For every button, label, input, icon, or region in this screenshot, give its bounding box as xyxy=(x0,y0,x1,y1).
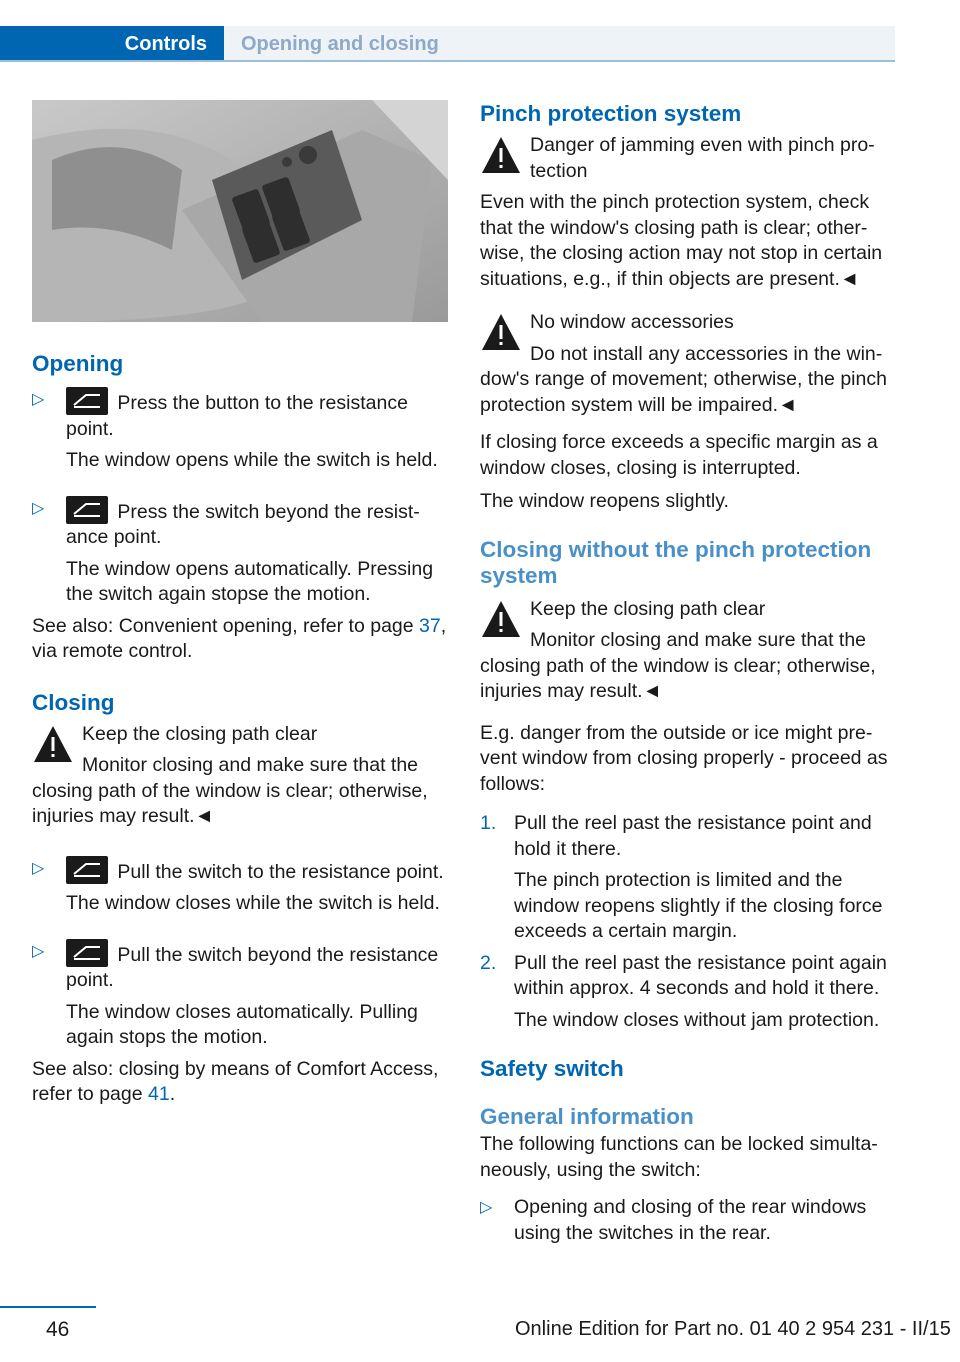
general-text: The following functions can be locked simulta‐neously, using the switch: xyxy=(480,1133,878,1181)
danger-text: E.g. danger from the outside or ice might pre‐vent window from closing properly - proceed as follows: xyxy=(480,721,888,795)
closing-heading: Closing xyxy=(32,689,115,715)
see-also-comfort-text: See also: closing by means of Comfort Access, refer to page xyxy=(32,1057,439,1105)
closing-warning-title: Keep the closing path clear xyxy=(82,722,318,745)
closing-item-2-text: Pull the switch beyond the resistance point. xyxy=(66,943,439,991)
step-1 xyxy=(480,811,896,945)
right-column xyxy=(480,100,896,1252)
edition-text: Online Edition for Part no. 01 40 2 954 231 - II/15 xyxy=(515,1318,951,1340)
warning-icon xyxy=(480,135,522,175)
warning-icon xyxy=(32,724,74,764)
window-switch-icon xyxy=(66,856,108,884)
step-2-number: 2. xyxy=(480,951,497,974)
chapter-label: Controls xyxy=(124,33,207,55)
pinch-warning xyxy=(480,133,896,292)
bullet-triangle-icon: ▷ xyxy=(32,859,45,877)
opening-heading: Opening xyxy=(32,351,124,376)
step-2-text: Pull the reel past the resistance point again within approx. 4 seconds and hold it there. xyxy=(514,951,887,999)
opening-item-1 xyxy=(32,387,448,474)
without-warning-body: Monitor closing and make sure that the closing path of the window is clear; otherwise, injuries may result.◄ xyxy=(480,629,876,702)
window-switch-icon xyxy=(66,939,108,967)
closing-warning xyxy=(32,722,448,830)
bullet-triangle-icon: ▷ xyxy=(32,391,45,408)
pinch-heading: Pinch protection system xyxy=(480,101,742,126)
see-also-comfort xyxy=(32,1057,448,1108)
without-heading: Closing without the pinch protection system xyxy=(480,536,872,588)
closing-warning-body: Monitor closing and make sure that the closing path of the window is clear; otherwise, injuries may result.◄ xyxy=(32,754,428,827)
step-1-sub: The pinch protection is limited and the window reopens slightly if the closing force exceeds a certain margin. xyxy=(514,869,883,942)
accessories-warning-body: Do not install any accessories in the win‐dow's range of movement; otherwise, the pinch protection system will be impaired.◄ xyxy=(480,342,887,416)
warning-icon xyxy=(480,599,522,639)
accessories-warning-title: No window accessories xyxy=(530,311,734,333)
opening-item-2-sub: The window opens automatically. Pressing the switch again stopse the motion. xyxy=(66,557,434,605)
page-number: 46 xyxy=(46,1318,70,1341)
bullet-triangle-icon: ▷ xyxy=(32,942,45,960)
opening-item-1-sub: The window opens while the switch is held. xyxy=(66,449,438,471)
without-warning xyxy=(480,597,896,705)
closing-item-1-sub: The window closes while the switch is held. xyxy=(66,892,440,914)
page-link-37[interactable]: 37 xyxy=(419,614,441,637)
general-heading: General information xyxy=(480,1104,694,1129)
footer-rule xyxy=(0,1306,96,1308)
closing-item-1-text: Pull the switch to the resistance point. xyxy=(117,860,444,883)
closing-item-2-sub: The window closes automatically. Pulling again stops the motion. xyxy=(66,1000,418,1048)
opening-item-2-text: Press the switch beyond the resist‐ance point. xyxy=(66,500,420,548)
closing-item-1 xyxy=(32,856,448,917)
force-text: If closing force exceeds a specific margin as a window closes, closing is interrupted. xyxy=(480,431,878,479)
pinch-warning-body: Even with the pinch protection system, check that the window's closing path is clear; other‐wise, the closing action may not stop in certain situations, e.g., if thin objects are present.◄ xyxy=(480,191,883,290)
general-item-1-text: Opening and closing of the rear windows using the switches in the rear. xyxy=(514,1196,867,1244)
see-also-remote-suffix: , via remote control. xyxy=(32,614,447,662)
step-1-number: 1. xyxy=(480,812,497,834)
reopens-text: The window reopens slightly. xyxy=(480,490,729,512)
opening-item-1-text: Press the button to the resistance point. xyxy=(66,392,408,440)
bullet-triangle-icon: ▷ xyxy=(32,499,45,517)
step-2-sub: The window closes without jam protection. xyxy=(514,1008,880,1031)
see-also-comfort-suffix: . xyxy=(169,1083,176,1105)
left-column xyxy=(32,100,448,1116)
safety-heading: Safety switch xyxy=(480,1056,624,1081)
window-switch-icon xyxy=(66,496,108,524)
opening-item-2 xyxy=(32,496,448,624)
page-link-41[interactable]: 41 xyxy=(148,1083,170,1105)
general-item-1 xyxy=(480,1195,896,1246)
door-switch-photo xyxy=(32,100,448,322)
chapter-tab[interactable] xyxy=(0,26,224,62)
step-2 xyxy=(480,951,896,1034)
section-tab[interactable]: Opening and closing xyxy=(224,26,895,62)
accessories-warning xyxy=(480,310,896,418)
warning-icon xyxy=(480,312,522,352)
without-warning-title: Keep the closing path clear xyxy=(530,597,766,620)
bullet-triangle-icon: ▷ xyxy=(480,1199,493,1216)
step-1-text: Pull the reel past the resistance point and hold it there. xyxy=(514,812,872,860)
window-switch-icon xyxy=(66,387,108,415)
pinch-warning-title: Danger of jamming even with pinch pro‐tection xyxy=(530,134,875,182)
header-rule xyxy=(0,60,895,62)
see-also-remote-text: See also: Convenient opening, refer to page xyxy=(32,614,420,637)
closing-item-2 xyxy=(32,939,448,1051)
